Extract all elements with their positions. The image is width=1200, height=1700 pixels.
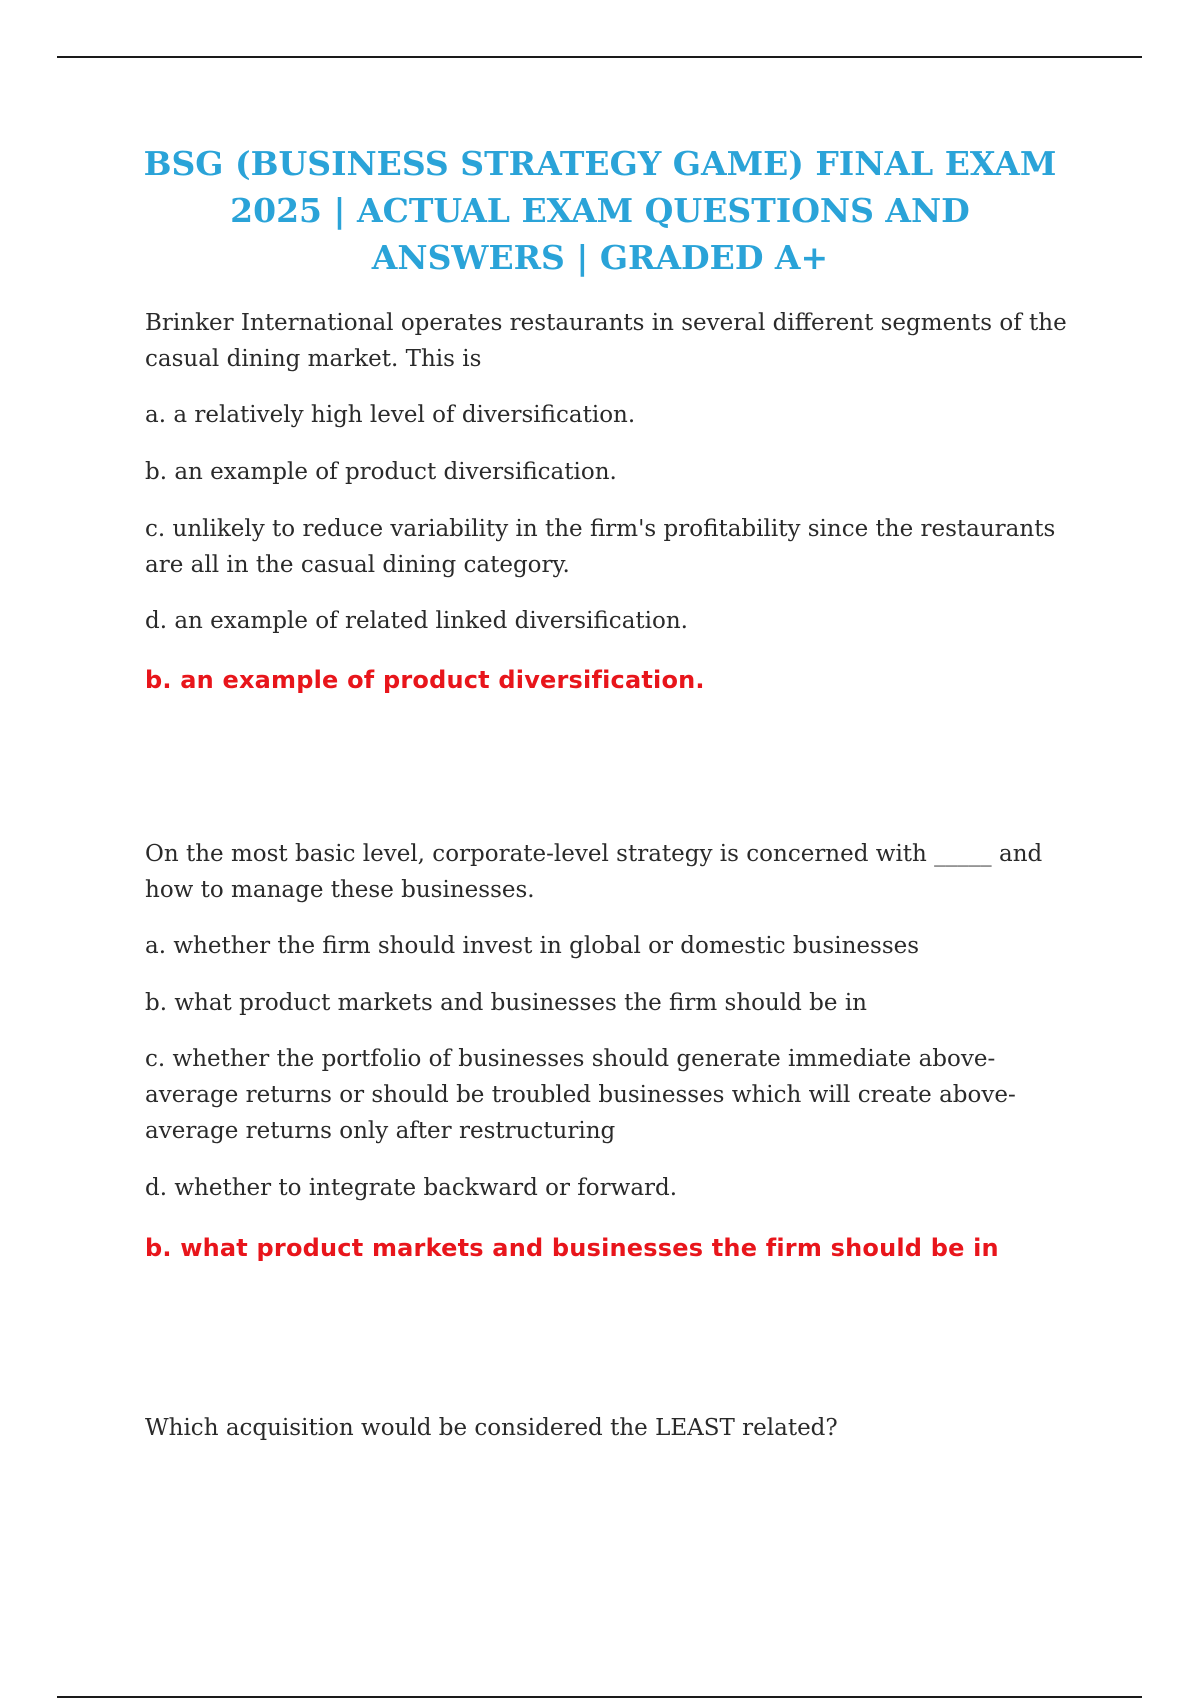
question-1-answer (145, 666, 1080, 694)
question-2-option-c (145, 1041, 1080, 1149)
question-2-option-a (145, 928, 1080, 964)
question-1-option-b (145, 454, 1080, 490)
question-1-option-c (145, 511, 1080, 583)
question-2-text: On the most basic level, corporate-level strategy is concerned with _____ and how to manage these businesses. (145, 841, 1043, 903)
option-text: d. an example of related linked diversification. (145, 608, 688, 634)
top-rule (57, 56, 1142, 58)
option-text: c. whether the portfolio of businesses should generate immediate above-average returns or should be troubled businesses which will create above-average returns only after restructuring (145, 1046, 1016, 1144)
answer-text: b. what product markets and businesses the firm should be in (145, 1234, 999, 1262)
option-text: a. whether the firm should invest in global or domestic businesses (145, 933, 920, 959)
option-text: c. unlikely to reduce variability in the firm's profitability since the restaurants are all in the casual dining category. (145, 516, 1056, 578)
option-text: a. a relatively high level of diversification. (145, 402, 636, 428)
answer-text: b. an example of product diversification. (145, 666, 705, 694)
question-2 (145, 836, 1080, 908)
question-2-option-d (145, 1170, 1080, 1206)
title-line-3: ANSWERS | GRADED A+ (371, 238, 829, 277)
option-text: b. what product markets and businesses the firm should be in (145, 990, 867, 1016)
option-text: b. an example of product diversification. (145, 459, 617, 485)
question-1-option-a (145, 397, 1080, 433)
title-line-2: 2025 | ACTUAL EXAM QUESTIONS AND (230, 191, 970, 230)
question-1-option-d (145, 603, 1080, 639)
bottom-rule (57, 1696, 1142, 1698)
option-text: d. whether to integrate backward or forward. (145, 1175, 678, 1201)
question-3-text: Which acquisition would be considered the LEAST related? (145, 1415, 838, 1441)
question-3 (145, 1410, 1080, 1446)
document-title (100, 140, 1100, 281)
question-2-answer (145, 1234, 1080, 1262)
question-2-option-b (145, 985, 1080, 1021)
question-1 (145, 305, 1080, 377)
question-1-text: Brinker International operates restaurants in several different segments of the casual dining market. This is (145, 310, 1067, 372)
title-line-1: BSG (BUSINESS STRATEGY GAME) FINAL EXAM (143, 144, 1057, 183)
